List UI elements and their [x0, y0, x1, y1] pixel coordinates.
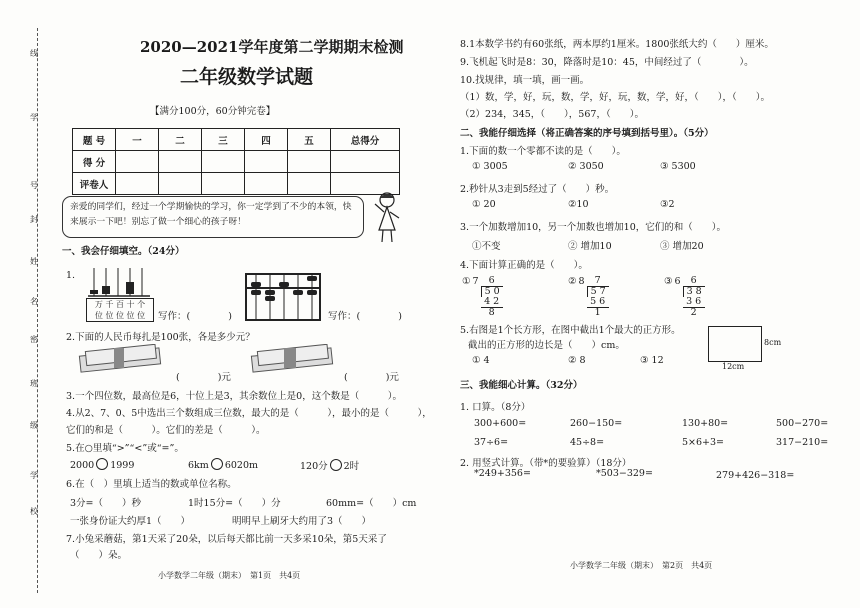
- compare-circle[interactable]: [96, 458, 108, 470]
- grader-row: [73, 173, 400, 195]
- notice-text: 亲爱的同学们，经过一个学期愉快的学习，你一定学到了不少的本领，快来展示一下吧！别忘了做一个细心的孩子呀！: [70, 202, 352, 227]
- binding-char: 密: [30, 335, 38, 344]
- option-marker: ①: [462, 276, 471, 287]
- vertical-3: 279+426−318=: [716, 470, 795, 481]
- division-option[interactable]: [568, 276, 609, 318]
- binding-char: 姓: [30, 257, 38, 266]
- page-1-footer: 小学数学二年级（期末） 第1页 共4页: [158, 571, 301, 580]
- q5-compare-1: [70, 458, 134, 471]
- q5-compare-2: [188, 458, 258, 471]
- oral-2: 260−150=: [570, 418, 623, 429]
- place-row-2: 位 位 位 位 位: [94, 311, 146, 320]
- q2-answer-1: ( )元: [176, 372, 231, 383]
- choice-5-b: 截出的正方形的边长是（ ）cm。: [468, 340, 625, 351]
- oral-8: 317−210=: [776, 437, 829, 448]
- q6-text: 6.在（ ）里填上适当的数或单位名称。: [66, 479, 237, 490]
- compare-circle[interactable]: [330, 459, 342, 471]
- remainder: 1: [594, 307, 601, 318]
- oral-6: 45÷8=: [570, 437, 605, 448]
- choice-5-opt-3[interactable]: ③ 12: [640, 355, 664, 366]
- option-marker: ②: [568, 276, 577, 287]
- score-row: [73, 151, 400, 173]
- choice-2-opt-3[interactable]: ③2: [660, 199, 675, 210]
- q5-value: 1999: [110, 460, 135, 471]
- vertical-1: *249+356=: [474, 468, 531, 479]
- section-3-heading: 三、我能细心计算。（32分）: [460, 380, 583, 391]
- th-5: 五: [288, 129, 331, 151]
- q6-c: 60mm=（ ）cm: [326, 498, 417, 509]
- q2-text: 2.下面的人民币每扎是100张，各是多少元？: [66, 332, 255, 343]
- q10-part-2: （2）234，345，（ ），567，（ ）。: [460, 109, 644, 120]
- binding-char: 级: [30, 421, 38, 430]
- q10-text: 10.找规律，填一填，画一画。: [460, 75, 590, 86]
- compare-circle[interactable]: [211, 458, 223, 470]
- choice-3-opt-2[interactable]: ② 增加10: [568, 241, 612, 252]
- part-1-heading: 1. 口算。（8分）: [460, 402, 531, 413]
- q6-e: 明明早上刷牙大约用了3（ ）: [232, 516, 372, 527]
- banknote-bundle-2: [248, 344, 338, 374]
- q10-part-1: （1）数，学，好，玩，数，学，好，玩，数，学，好，（ ），（ ）。: [460, 92, 771, 103]
- score-cell[interactable]: [288, 151, 331, 173]
- score-cell[interactable]: [116, 151, 159, 173]
- oral-4: 500−270=: [776, 418, 829, 429]
- binding-char: 号: [30, 181, 38, 190]
- choice-3: 3.一个加数增加10，另一个加数也增加10，它们的和（ ）。: [460, 222, 726, 233]
- banknote-bundle-1: [76, 344, 166, 374]
- abacus-large: [244, 272, 322, 322]
- q5-value: 120分: [300, 461, 328, 472]
- score-cell[interactable]: [331, 151, 400, 173]
- binding-char: 学: [30, 471, 38, 480]
- divisor: 6: [674, 276, 681, 287]
- q6-b: 1时15分=（ ）分: [188, 498, 281, 509]
- binding-char: 名: [30, 297, 38, 306]
- binding-char: 班: [30, 379, 38, 388]
- q5-compare-3: [300, 458, 359, 472]
- score-table: [72, 128, 400, 195]
- q5-value: 2000: [70, 460, 95, 471]
- remainder: 2: [690, 307, 697, 318]
- place-row-1: 万 千 百 十 个: [94, 300, 146, 309]
- q7-text-a: 7.小兔采蘑菇，第1天采了20朵，以后每天都比前一天多采10朵，第5天采了: [66, 534, 387, 545]
- choice-1-opt-3[interactable]: ③ 5300: [660, 161, 696, 172]
- choice-2-opt-2[interactable]: ②10: [568, 199, 589, 210]
- binding-char: 线: [30, 49, 38, 58]
- choice-3-opt-1[interactable]: ①不变: [472, 241, 501, 252]
- choice-2: 2.秒针从3走到5经过了（ ）秒。: [460, 184, 615, 195]
- grader-cell[interactable]: [288, 173, 331, 195]
- q2-answer-2: ( )元: [344, 372, 399, 383]
- score-cell[interactable]: [245, 151, 288, 173]
- abacus-place-labels: [86, 298, 154, 322]
- exam-subject: 二年级数学试题: [180, 66, 314, 88]
- exam-page-2: [440, 0, 860, 608]
- q5-value: 6km: [188, 460, 209, 471]
- oral-1: 300+600=: [474, 418, 527, 429]
- q4-text-b: 它们的和是（ ）。它们的差是（ ）。: [66, 425, 266, 436]
- dividend: 5 7: [587, 286, 609, 297]
- q1-number: 1.: [66, 270, 76, 281]
- th-2: 二: [159, 129, 202, 151]
- vertical-2: *503−329=: [596, 468, 653, 479]
- choice-2-opt-1[interactable]: ① 20: [472, 199, 496, 210]
- binding-char: 校: [30, 507, 38, 516]
- q6-a: 3分=（ ）秒: [70, 498, 142, 509]
- th-total: 总得分: [331, 129, 400, 151]
- oral-5: 37÷6=: [474, 437, 509, 448]
- q5-value: 6020m: [224, 460, 258, 471]
- page-2-footer: 小学数学二年级（期末） 第2页 共4页: [570, 561, 713, 570]
- exam-title: 2020—2021学年度第二学期期末检测: [140, 38, 404, 56]
- choice-4: 4.下面计算正确的是（ ）。: [460, 260, 588, 271]
- full-marks: 【满分100分，60分钟完卷】: [150, 106, 276, 117]
- q9-text: 9.飞机起飞时是8：30，降落时是10：45，中间经过了（ ）。: [460, 57, 754, 68]
- q1-write-1: 写作：( ): [158, 311, 232, 322]
- rect-height-label: 8cm: [764, 338, 782, 347]
- binding-char: 封: [30, 215, 38, 224]
- dividend: 3 8: [683, 286, 705, 297]
- choice-5-opt-1[interactable]: ① 4: [472, 355, 490, 366]
- division-option[interactable]: [664, 276, 705, 318]
- oral-7: 5×6+3=: [682, 437, 725, 448]
- grader-cell[interactable]: [202, 173, 245, 195]
- divisor: 7: [472, 276, 479, 287]
- th-3: 三: [202, 129, 245, 151]
- score-table-header: [73, 129, 400, 151]
- binding-char: 学: [30, 113, 38, 122]
- q8-text: 8.1本数学书约有60张纸，两本厚约1厘米。1800张纸大约（ ）厘米。: [460, 39, 774, 50]
- quotient: 6: [690, 275, 697, 286]
- part-2-heading: 2. 用竖式计算。（带*的要验算）（18分）: [460, 458, 632, 469]
- rect-width-label: 12cm: [722, 362, 745, 371]
- q6-d: 一张身份证大约厚1（ ）: [70, 516, 191, 527]
- th-4: 四: [245, 129, 288, 151]
- oral-3: 130+80=: [682, 418, 729, 429]
- product: 5 6: [587, 297, 609, 308]
- q4-text-a: 4.从2、7、0、5中选出三个数组成三位数，最大的是（ ），最小的是（ ），: [66, 408, 432, 419]
- product: 3 6: [683, 297, 705, 308]
- row-label-grader: 评卷人: [73, 173, 116, 195]
- remainder: 8: [488, 307, 495, 318]
- abacus-small: [86, 264, 152, 298]
- option-marker: ③: [664, 276, 673, 287]
- choice-1: 1.下面的数一个零都不读的是（ ）。: [460, 146, 626, 157]
- th-1: 一: [116, 129, 159, 151]
- dividend: 5 0: [481, 286, 503, 297]
- score-cell[interactable]: [202, 151, 245, 173]
- grader-cell[interactable]: [245, 173, 288, 195]
- q5-value: 2时: [343, 461, 360, 472]
- choice-5-opt-2[interactable]: ② 8: [568, 355, 586, 366]
- section-2-heading: 二、我能仔细选择（将正确答案的序号填到括号里）。（5分）: [460, 128, 714, 139]
- divisor: 8: [578, 276, 585, 287]
- girl-illustration: [372, 190, 402, 246]
- th-item: 题 号: [73, 129, 116, 151]
- division-option[interactable]: [462, 276, 503, 318]
- quotient: 6: [488, 275, 495, 286]
- q3-text: 3.一个四位数，最高位是6，十位上是3，其余数位上是0，这个数是（ ）。: [66, 391, 402, 402]
- choice-5-a: 5.右图是1个长方形，在图中截出1个最大的正方形。: [460, 325, 681, 336]
- quotient: 7: [594, 275, 601, 286]
- choice-3-opt-3[interactable]: ③ 增加20: [660, 241, 704, 252]
- grader-cell[interactable]: [116, 173, 159, 195]
- score-cell[interactable]: [159, 151, 202, 173]
- q7-text-b: （ ）朵。: [70, 550, 128, 561]
- choice-1-opt-2[interactable]: ② 3050: [568, 161, 604, 172]
- q5-text: 5.在○里填“>”“<”或“=”。: [66, 443, 184, 454]
- q1-write-2: 写作：( ): [328, 311, 402, 322]
- grader-cell[interactable]: [159, 173, 202, 195]
- rectangle-figure: [708, 326, 762, 362]
- section-1-heading: 一、我会仔细填空。（24分）: [62, 246, 185, 257]
- row-label-score: 得 分: [73, 151, 116, 173]
- notice-box: [62, 196, 364, 238]
- choice-1-opt-1[interactable]: ① 3005: [472, 161, 508, 172]
- product: 4 2: [481, 297, 503, 308]
